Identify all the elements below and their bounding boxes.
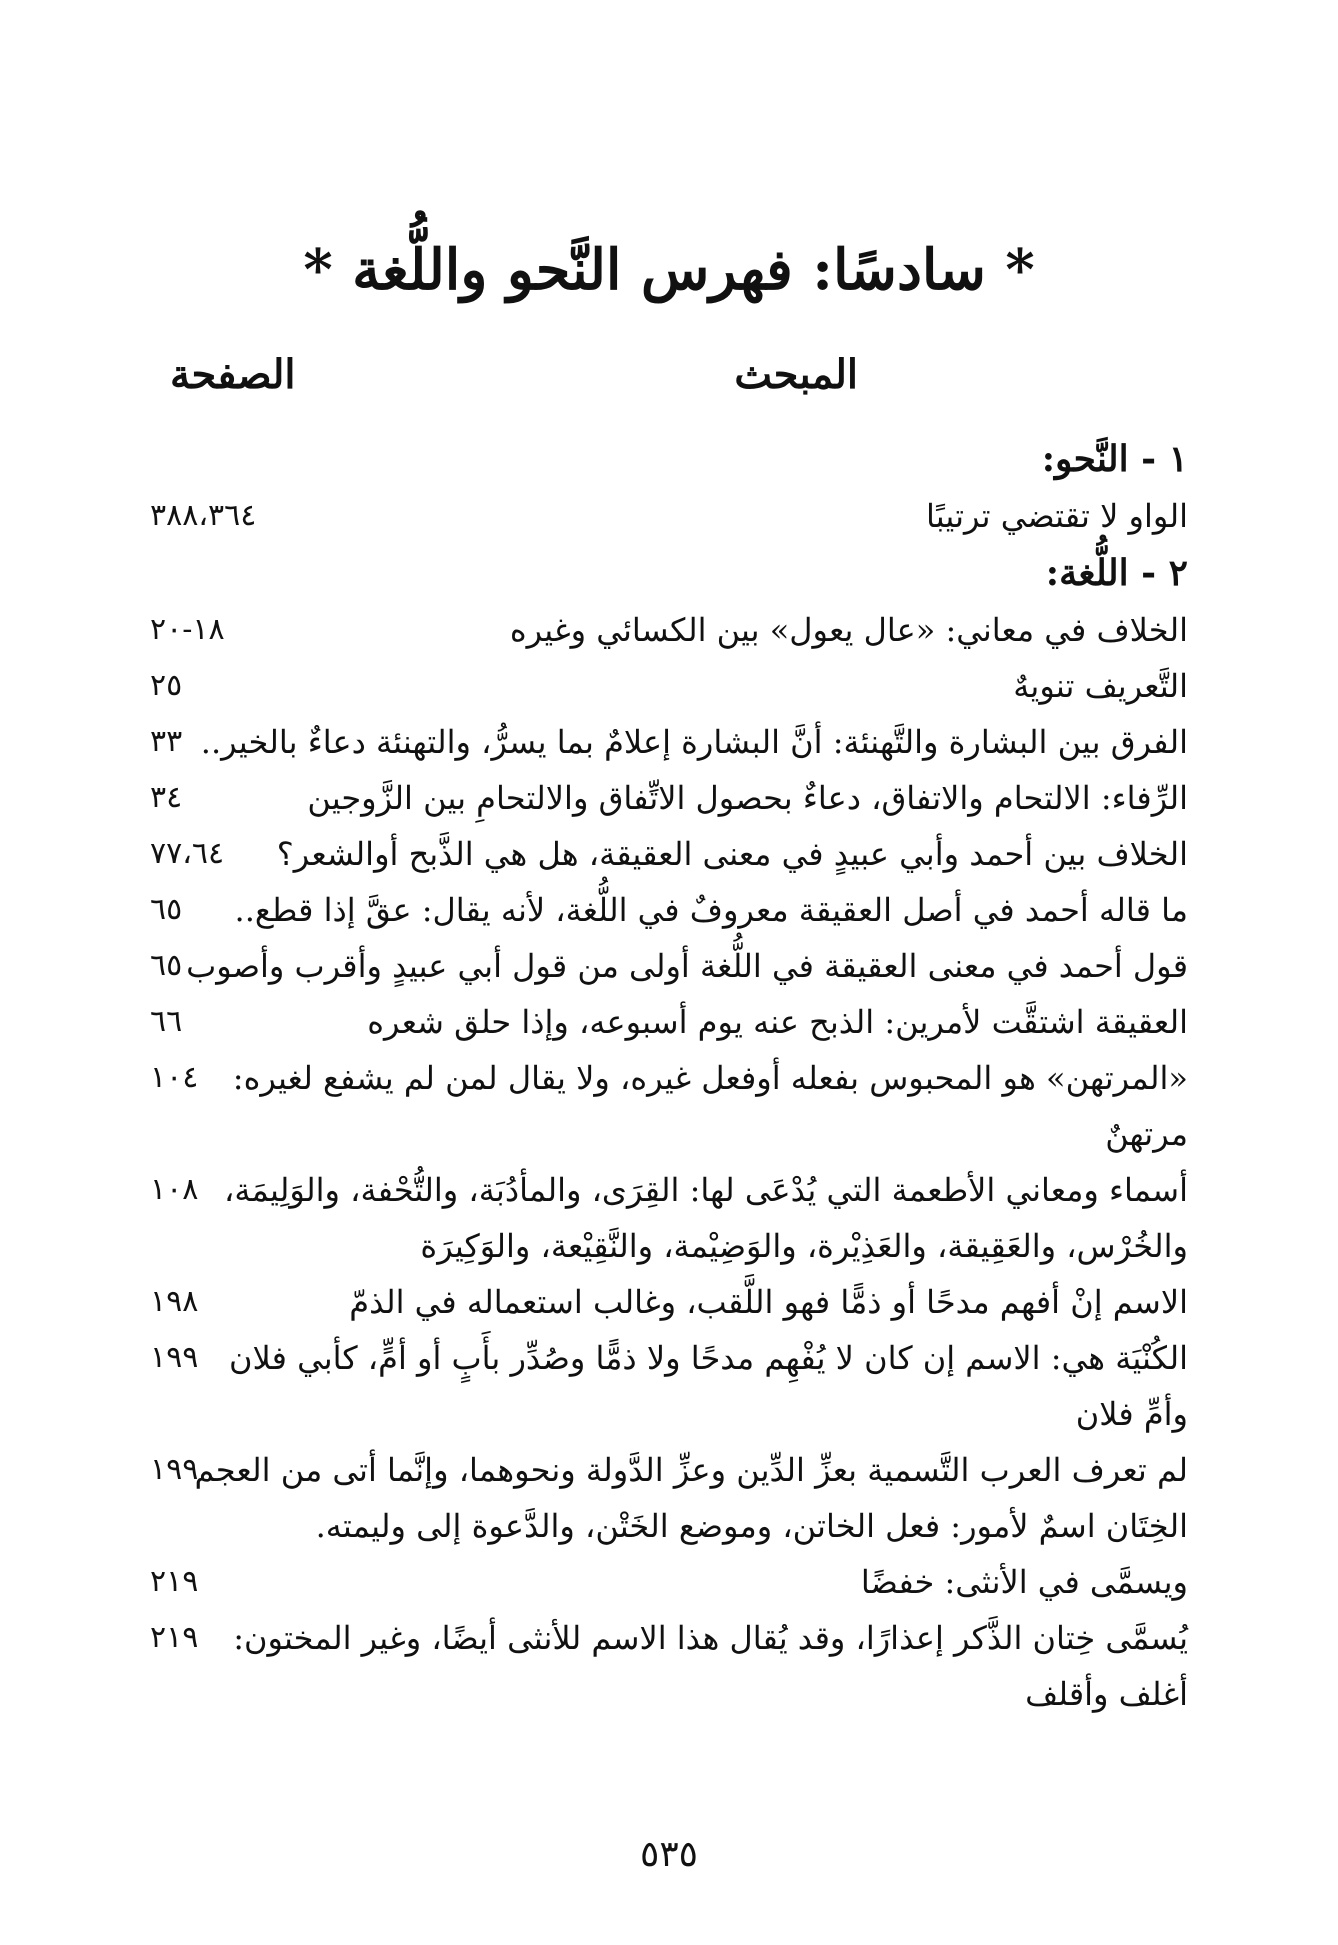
- index-list: [150, 430, 1188, 1722]
- entry-page-ref: ٣٤: [150, 780, 183, 815]
- index-entry: [150, 1050, 1188, 1162]
- entry-topic: [276, 826, 1188, 882]
- entry-topic: [229, 1330, 1188, 1442]
- entry-page-ref: ١٩٨: [150, 1284, 199, 1319]
- index-entry: [150, 938, 1188, 994]
- entry-page-ref: ١٠٤: [150, 1060, 199, 1095]
- entry-topic-line: أسماء ومعاني الأطعمة التي يُدْعَى لها: القِرَى، والمأدُبَة، والتُّحْفة، والوَلِيمَة،: [223, 1171, 1188, 1209]
- entry-topic-line: ويسمَّى في الأنثى: خفضًا: [860, 1563, 1188, 1601]
- entry-topic: [298, 602, 1188, 658]
- entry-topic-line: أغلف وأقلف: [1025, 1675, 1188, 1713]
- entry-page-ref: ١٨-٢٠: [150, 612, 225, 647]
- index-entry: [150, 1330, 1188, 1442]
- entry-page-ref: ٧٧،٦٤: [150, 836, 225, 871]
- index-entry: [150, 658, 1188, 714]
- index-entry: [150, 1274, 1188, 1330]
- entry-topic-line: الخِتَان اسمٌ لأمور: فعل الخاتن، وموضع الخَتْن، والدَّعوة إلى وليمته.: [315, 1507, 1188, 1545]
- entry-page-ref: ٦٥: [150, 948, 183, 983]
- entry-topic-line: الواو لا تقتضي ترتيبًا: [926, 497, 1188, 535]
- entry-page-ref: ٣٨٨،٣٦٤: [150, 498, 257, 533]
- entry-topic: [223, 1162, 1188, 1274]
- entry-page-ref: ١٩٩: [150, 1452, 199, 1487]
- column-heading-topic: المبحث: [734, 351, 858, 398]
- entry-topic-line: الخلاف في معاني: «عال يعول» بين الكسائي وغيره: [509, 611, 1188, 649]
- entry-page-ref: ٦٦: [150, 1004, 183, 1039]
- index-entry: [150, 488, 1188, 544]
- entry-page-ref: ١٩٩: [150, 1340, 199, 1375]
- entry-topic-line: الاسم إنْ أفهم مدحًا أو ذمًّا فهو اللَّقب، وغالب استعماله في الذمّ: [349, 1283, 1188, 1321]
- entry-topic-line: «المرتهن» هو المحبوس بفعله أوفعل غيره، ولا يقال لمن لم يشفع لغيره:: [232, 1059, 1188, 1097]
- entry-topic: [298, 1498, 1188, 1554]
- entry-topic: [194, 1442, 1188, 1498]
- entry-topic: [298, 994, 1188, 1050]
- index-entry: [150, 1442, 1188, 1498]
- entry-topic: [298, 658, 1188, 714]
- entry-topic: [200, 714, 1188, 770]
- index-entry: [150, 714, 1188, 770]
- section-heading: ١ - النَّحو:: [1041, 438, 1188, 480]
- entry-topic-line: الفرق بين البشارة والتَّهنئة: أنَّ البشارة إعلامٌ بما يسرُّ، والتهنئة دعاءٌ بالخير..: [200, 723, 1188, 761]
- index-entry: [150, 1162, 1188, 1274]
- entry-topic: [233, 1610, 1188, 1722]
- entry-topic-line: ما قاله أحمد في أصل العقيقة معروفٌ في اللُّغة، لأنه يقال: عقَّ إذا قطع..: [234, 891, 1188, 929]
- index-entry: [150, 1554, 1188, 1610]
- entry-topic-line: وأمِّ فلان: [1075, 1395, 1188, 1433]
- entry-topic-line: والخُرْس، والعَقِيقة، والعَذِيْرة، والوَضِيْمة، والنَّقِيْعة، والوَكِيرَة: [420, 1227, 1188, 1265]
- entry-topic: [232, 1050, 1188, 1162]
- entry-page-ref: ٢١٩: [150, 1620, 199, 1655]
- entry-topic-line: قول أحمد في معنى العقيقة في اللُّغة أولى من قول أبي عبيدٍ وأقرب وأصوب: [186, 947, 1188, 985]
- entry-page-ref: ١٠٨: [150, 1172, 199, 1207]
- index-entry: [150, 994, 1188, 1050]
- index-entry: [150, 770, 1188, 826]
- entry-topic: [298, 1554, 1188, 1610]
- entry-topic-line: العقيقة اشتقَّت لأمرين: الذبح عنه يوم أسبوعه، وإذا حلق شعره: [367, 1003, 1188, 1041]
- index-entry: [150, 1610, 1188, 1722]
- index-entry: [150, 826, 1188, 882]
- page-title: * سادسًا: فهرس النَّحو واللُّغة *: [303, 237, 1035, 303]
- index-entry: [150, 602, 1188, 658]
- entry-topic-line: الرِّفاء: الالتحام والاتفاق، دعاءٌ بحصول الاتِّفاق والالتحامِ بين الزَّوجين: [307, 779, 1188, 817]
- entry-page-ref: ٢٥: [150, 668, 183, 703]
- column-heading-page: الصفحة: [170, 351, 296, 398]
- entry-topic-line: التَّعريف تنويهٌ: [1013, 667, 1188, 705]
- entry-page-ref: ٣٣: [150, 724, 183, 759]
- entry-page-ref: ٢١٩: [150, 1564, 199, 1599]
- entry-topic: [298, 1274, 1188, 1330]
- entry-topic-line: الخلاف بين أحمد وأبي عبيدٍ في معنى العقيقة، هل هي الذَّبح أوالشعر؟: [276, 835, 1188, 873]
- entry-topic: [234, 882, 1188, 938]
- entry-topic: [298, 488, 1188, 544]
- entry-topic-line: الكُنْيَة هي: الاسم إن كان لا يُفْهِم مدحًا ولا ذمًّا وصُدِّر بأَبٍ أو أمٍّ، كأبي فلان: [229, 1339, 1188, 1377]
- entry-topic-line: لم تعرف العرب التَّسمية بعزِّ الدِّين وعزِّ الدَّولة ونحوهما، وإنَّما أتى من العجم: [194, 1451, 1188, 1489]
- entry-page-ref: ٦٥: [150, 892, 183, 927]
- index-entry: [150, 882, 1188, 938]
- entry-topic: [298, 770, 1188, 826]
- index-entry: [150, 1498, 1188, 1554]
- entry-topic-line: مرتهنٌ: [1105, 1115, 1188, 1153]
- section-heading: ٢ - اللُّغة:: [1045, 552, 1188, 594]
- entry-topic: [186, 938, 1188, 994]
- page-number: ٥٣٥: [639, 1834, 698, 1875]
- entry-topic-line: يُسمَّى خِتان الذَّكر إعذارًا، وقد يُقال هذا الاسم للأنثى أيضًا، وغير المختون:: [233, 1619, 1188, 1657]
